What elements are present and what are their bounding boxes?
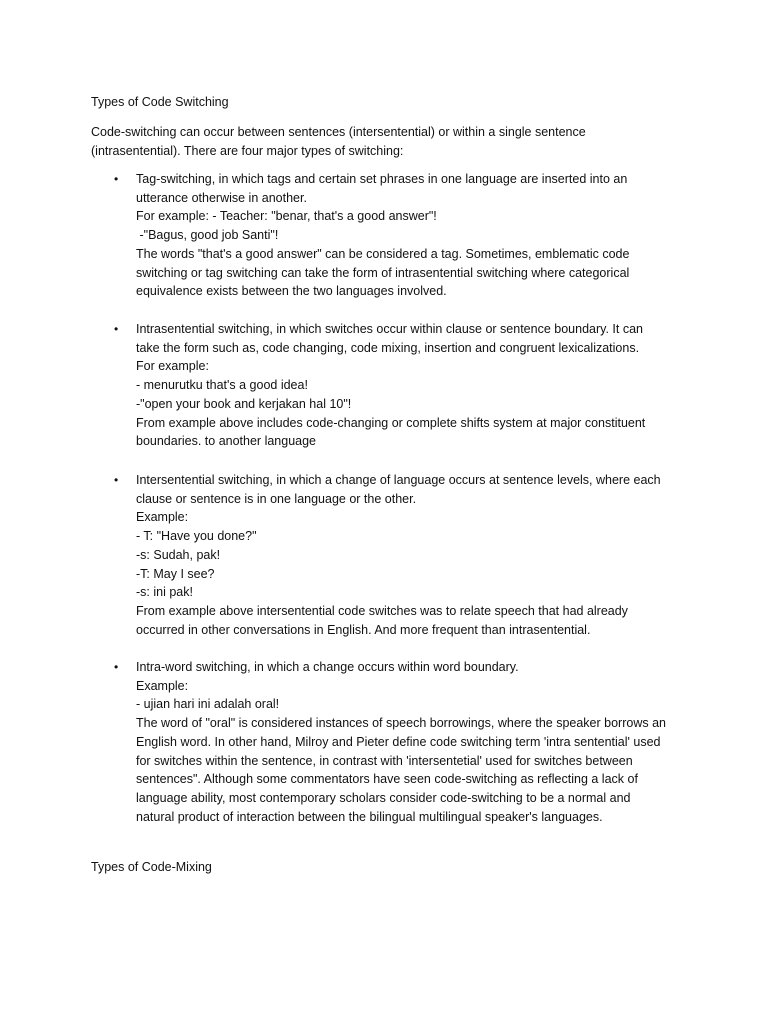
intro-line: Code-switching can occur between sentences (intersentential) or within a single sentence	[91, 125, 586, 139]
item-line: -s: Sudah, pak!	[136, 547, 221, 562]
bullet-icon: •	[114, 473, 119, 487]
item-line: - menurutku that's a good idea!	[136, 378, 308, 393]
item-line: -"Bagus, good job Santi"!	[136, 228, 279, 243]
list-item-intrasentential-switching	[114, 320, 686, 451]
intro-line: (intrasentential). There are four major types of switching:	[91, 143, 404, 158]
item-line: clause or sentence is in one language or the other.	[136, 491, 417, 506]
item-line: boundaries. to another language	[136, 434, 317, 449]
page-title: Types of Code Switching	[91, 95, 229, 109]
item-line: For example: - Teacher: "benar, that's a good answer"!	[136, 209, 437, 224]
item-line: - T: "Have you done?"	[136, 529, 257, 544]
item-line: Example:	[136, 510, 189, 525]
list-item-tag-switching	[114, 170, 686, 301]
item-line: Example:	[136, 678, 189, 693]
item-line: for switches within the sentence, in contrast with 'intersentetial' used for switches between	[136, 753, 633, 768]
item-line: - ujian hari ini adalah oral!	[136, 697, 280, 712]
item-line: -"open your book and kerjakan hal 10"!	[136, 396, 352, 411]
item-line: switching or tag switching can take the form of intrasentential switching where categorical	[136, 265, 630, 280]
item-line: take the form such as, code changing, code mixing, insertion and congruent lexicalizations.	[136, 340, 640, 355]
item-line: English word. In other hand, Milroy and Pieter define code switching term 'intra sentential' used	[136, 734, 661, 749]
item-line: For example:	[136, 359, 209, 374]
section-heading-code-mixing: Types of Code-Mixing	[91, 860, 212, 874]
item-line: equivalence exists between the two languages involved.	[136, 284, 447, 299]
item-line: -T: May I see?	[136, 566, 215, 581]
item-line: Tag-switching, in which tags and certain set phrases in one language are inserted into an	[136, 172, 628, 186]
item-line: sentences". Although some commentators have seen code-switching as reflecting a lack of	[136, 772, 638, 787]
bullet-icon: •	[114, 322, 119, 336]
item-line: language ability, most contemporary scholars consider code-switching to be a normal and	[136, 790, 631, 805]
item-line: utterance otherwise in another.	[136, 190, 307, 205]
item-line: natural product of interaction between the bilingual multilingual speaker's languages.	[136, 809, 603, 824]
item-line: occurred in other conversations in English. And more frequent than intrasentential.	[136, 622, 591, 637]
item-line: Intrasentential switching, in which switches occur within clause or sentence boundary. It can	[136, 322, 643, 336]
item-line: From example above intersentential code switches was to relate speech that had already	[136, 603, 628, 618]
bullet-icon: •	[114, 660, 119, 674]
list-item-intra-word-switching	[114, 658, 686, 826]
item-line: From example above includes code-changing or complete shifts system at major constituent	[136, 415, 646, 430]
item-line: The word of "oral" is considered instances of speech borrowings, where the speaker borrows an	[136, 716, 666, 731]
list-item-intersentential-switching	[114, 471, 686, 639]
intro-paragraph	[91, 123, 691, 160]
item-line: Intersentential switching, in which a change of language occurs at sentence levels, where each	[136, 473, 661, 487]
item-line: -s: ini pak!	[136, 585, 193, 600]
item-line: The words "that's a good answer" can be considered a tag. Sometimes, emblematic code	[136, 246, 630, 261]
bullet-icon: •	[114, 172, 119, 186]
item-line: Intra-word switching, in which a change occurs within word boundary.	[136, 660, 519, 674]
